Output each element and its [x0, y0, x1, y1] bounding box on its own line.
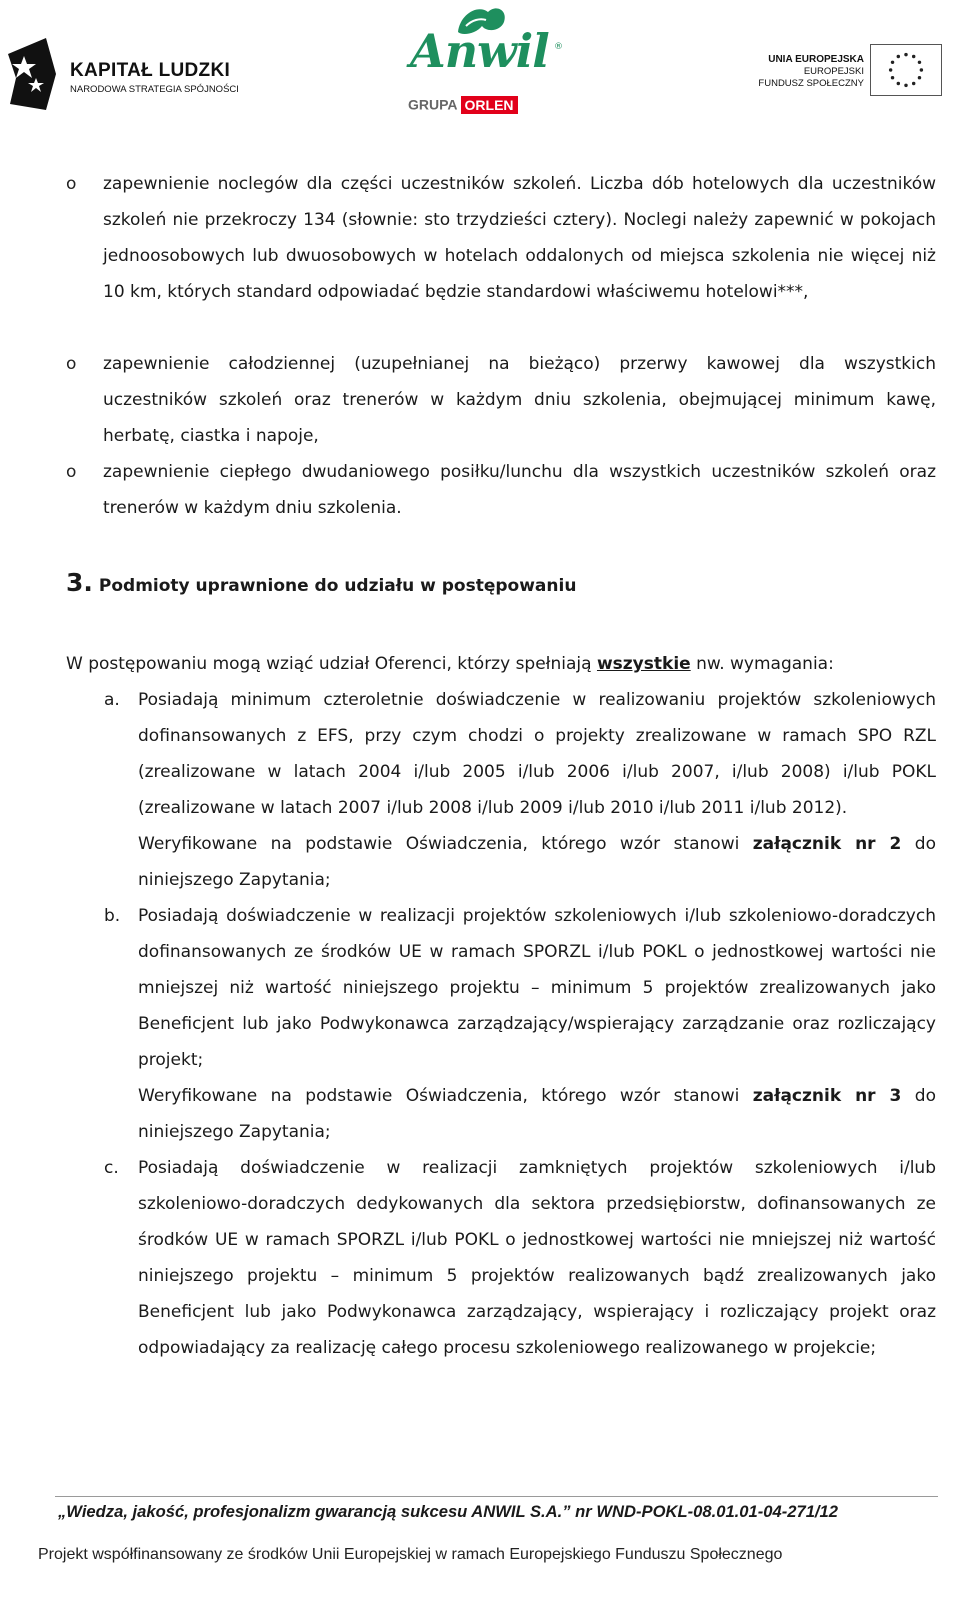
kapital-ludzki-logo [6, 34, 246, 114]
footer-motto: „Wiedza, jakość, profesjonalizm gwarancją sukcesu ANWIL S.A.” nr WND-POKL-08.01.01-04-271/12 [58, 1502, 839, 1521]
section-title: Podmioty uprawnione do udziału w postępowaniu [98, 576, 577, 596]
requirement-verification [138, 826, 936, 898]
grupa-label: GRUPA [408, 96, 458, 113]
bullet-item [66, 346, 936, 454]
footer-divider [55, 1496, 938, 1497]
verification-text: Weryfikowane na podstawie Oświadczenia, którego wzór stanowi [138, 1086, 753, 1106]
verification-tail: do niniejszego Zapytania; [138, 1086, 936, 1142]
verification-tail: do niniejszego Zapytania; [138, 834, 936, 890]
section-heading [66, 568, 576, 597]
requirement-text: Posiadają doświadczenie w realizacji projektów szkoleniowych i/lub szkoleniowo-doradczych dofinansowanych ze środków UE w ramach SPORZL i/lub POKL o jednostkowej wartości nie mniejszej niż wartość niniejszego projektu – minimum 5 projektów zrealizowanych jako Beneficjent lub jako Podwykonawca zarządzający/wspierający zarządzanie oraz rozliczający projekt; [138, 906, 936, 1070]
section-intro [66, 646, 834, 682]
intro-after: nw. wymagania: [690, 654, 834, 674]
bullet-marker: o [66, 462, 77, 482]
anwil-wordmark: Anwil [410, 24, 549, 78]
intro-before: W postępowaniu mogą wziąć udział Oferenci, którzy spełniają [66, 654, 597, 674]
bullet-item [66, 454, 936, 526]
registered-mark: ® [554, 42, 563, 52]
bullet-text: zapewnienie całodziennej (uzupełnianej na bieżąco) przerwy kawowej dla wszystkich uczestników szkoleń oraz trenerów w każdym dniu szkolenia, obejmującej minimum kawę, herbatę, ciastka i napoje, [103, 354, 936, 446]
requirement-body [138, 682, 936, 898]
section-number: 3. [66, 568, 93, 597]
ue-line3: FUNDUSZ SPOŁECZNY [758, 78, 864, 89]
anwil-logo [408, 2, 568, 114]
ue-text [758, 54, 864, 90]
requirement-text: Posiadają doświadczenie w realizacji zamkniętych projektów szkoleniowych i/lub szkoleniowo-doradczych dedykowanych dla sektora przedsiębiorstw, dofinansowanych ze środków UE w ramach SPORZL i/lub POKL o jednostkowej wartości nie mniejszej niż wartość niniejszego projektu – minimum 5 projektów realizowanych bądź zrealizowanych jako Beneficjent lub jako Podwykonawca zarządzający, wspierający i rozliczający projekt oraz odpowiadający za realizację całego procesu szkoleniowego realizowanego w projekcie; [138, 1158, 936, 1358]
attachment-ref: załącznik nr 3 [752, 1086, 902, 1106]
requirement-item [104, 898, 936, 1150]
bullet-marker: o [66, 354, 77, 374]
requirement-marker: c. [104, 1158, 119, 1178]
eu-flag-icon [870, 44, 942, 96]
bullet-text: zapewnienie ciepłego dwudaniowego posiłku/lunchu dla wszystkich uczestników szkoleń oraz trenerów w każdym dniu szkolenia. [103, 462, 936, 518]
requirement-item [104, 1150, 936, 1402]
ue-logo [758, 42, 942, 102]
grupa-orlen [408, 94, 518, 112]
ue-line1: UNIA EUROPEJSKA [768, 54, 864, 65]
ue-line2: EUROPEJSKI [803, 66, 864, 77]
kapital-ludzki-emblem-icon [6, 34, 58, 112]
requirement-body [138, 1150, 936, 1366]
footer-cofinancing-note: Projekt współfinansowany ze środków Unii Europejskiej w ramach Europejskiego Funduszu Społecznego [38, 1546, 783, 1563]
requirement-text: Posiadają minimum czteroletnie doświadczenie w realizowaniu projektów szkoleniowych dofinansowanych z EFS, przy czym chodzi o projekty zrealizowane w ramach SPO RZL (zrealizowane w latach 2004 i/lub 2005 i/lub 2006 i/lub 2007, i/lub 2008) i/lub POKL (zrealizowane w latach 2007 i/lub 2008 i/lub 2009 i/lub 2010 i/lub 2011 i/lub 2012). [138, 690, 936, 818]
requirement-marker: b. [104, 906, 121, 926]
bullet-text: zapewnienie noclegów dla części uczestników szkoleń. Liczba dób hotelowych dla uczestników szkoleń nie przekroczy 134 (słownie: sto trzydzieści cztery). Noclegi należy zapewnić w pokojach jednoosobowych lub dwuosobowych w hotelach oddalonych od miejsca szkolenia nie więcej niż 10 km, których standard odpowiadać będzie standardowi właściwemu hotelowi***, [103, 174, 936, 302]
requirement-item [104, 682, 936, 898]
attachment-ref: załącznik nr 2 [752, 834, 902, 854]
intro-emphasis: wszystkie [596, 654, 691, 674]
bullet-marker: o [66, 174, 77, 194]
kapital-ludzki-subtitle: NARODOWA STRATEGIA SPÓJNOŚCI [70, 84, 239, 95]
requirement-verification [138, 1078, 936, 1150]
orlen-label: ORLEN [461, 96, 518, 114]
verification-text: Weryfikowane na podstawie Oświadczenia, którego wzór stanowi [138, 834, 753, 854]
bullet-item [66, 166, 936, 346]
requirement-body [138, 898, 936, 1150]
requirement-marker: a. [104, 690, 120, 710]
kapital-ludzki-title: KAPITAŁ LUDZKI [70, 60, 231, 81]
